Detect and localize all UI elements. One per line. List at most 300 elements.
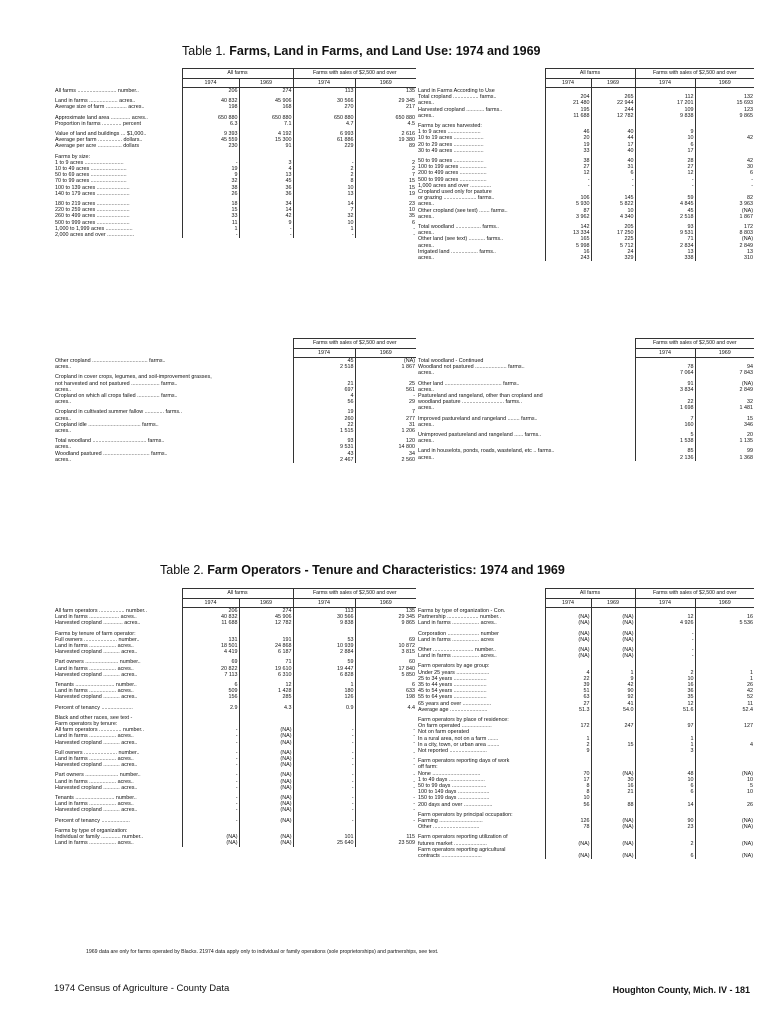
row-value: 69	[355, 637, 416, 643]
row-value: 165	[545, 236, 591, 242]
row-value: 32	[695, 399, 754, 405]
row-value: 6 993	[293, 131, 355, 137]
year-header-1: 1969	[695, 349, 754, 358]
row-label: acres..	[418, 201, 435, 208]
row-value: 5 536	[695, 620, 754, 626]
row-label: 10 to 49 acres ........................	[55, 166, 127, 173]
year-blank	[54, 599, 182, 608]
row-value: 32	[293, 213, 355, 219]
row-value: (NA)	[239, 801, 293, 807]
row-value: (NA)	[239, 834, 293, 840]
row-value: 11 688	[182, 620, 239, 626]
row-value: 90	[591, 688, 635, 694]
row-value: 22	[545, 676, 591, 682]
row-value: 633	[355, 688, 416, 694]
row-value: 9	[635, 129, 695, 135]
header-blank	[54, 339, 293, 349]
row-label: Other cropland (see text) ....... farms..	[418, 207, 508, 214]
row-label: 1 to 9 acres ......................	[418, 129, 481, 136]
row-value: 7 113	[182, 672, 239, 678]
row-value: -	[355, 756, 416, 762]
row-value: -	[355, 750, 416, 756]
row-value: 10	[695, 777, 754, 783]
year-header-3: 1969	[695, 79, 754, 88]
row-label: acres..	[418, 438, 435, 445]
row-value: 27	[545, 164, 591, 170]
row-value: 650 880	[293, 115, 355, 121]
row-value: (NA)	[591, 771, 635, 777]
row-label: 50 to 99 acres ....................	[418, 158, 484, 165]
row-label: 200 days and over ...................	[418, 801, 493, 808]
footer-left: 1974 Census of Agriculture - County Data	[54, 983, 230, 994]
row-label: Farms by tenure of farm operator:	[55, 630, 136, 637]
row-label: 1 to 49 days ........................	[418, 776, 485, 783]
row-value: 59	[635, 195, 695, 201]
row-label: Farms by size:	[55, 153, 91, 160]
header-all-farms: All farms	[182, 589, 293, 599]
row-label: acres..	[55, 364, 72, 371]
row-label: woodland pasture ............................ farms..	[418, 399, 522, 406]
row-value: 30	[695, 164, 754, 170]
row-value	[635, 88, 695, 95]
row-value: 35	[355, 213, 416, 219]
header-all-farms: All farms	[545, 69, 635, 79]
row-value: 17 250	[591, 230, 635, 236]
row-label: 1,000 acres and over ..............	[418, 182, 492, 189]
row-value: 10	[635, 777, 695, 783]
year-header-1: 1969	[591, 599, 635, 608]
row-value: 9	[182, 172, 239, 178]
row-value: 2 518	[293, 364, 355, 370]
row-value: 12	[635, 701, 695, 707]
row-value: 274	[239, 88, 293, 95]
row-label: 35 to 44 years ......................	[418, 682, 487, 689]
row-value: -	[182, 740, 239, 746]
row-label: Cropland in cultivated summer fallow ............. farms..	[55, 409, 183, 416]
row-value: 135	[355, 608, 416, 615]
year-blank	[417, 349, 635, 358]
row-value: 2 834	[635, 243, 695, 249]
row-value: 71	[239, 659, 293, 665]
row-label: Farm operators reporting agricultural	[418, 846, 506, 853]
row-value: 3 963	[695, 201, 754, 207]
row-label: Cropland used only for pasture	[418, 189, 492, 196]
row-value: 1 206	[355, 428, 416, 434]
row-value: (NA)	[239, 795, 293, 801]
row-value: 168	[239, 104, 293, 110]
t1-lower-right-row	[417, 455, 754, 461]
row-label: Pastureland and rangeland, other than cropland and	[418, 393, 543, 399]
row-label: Harvested cropland ............. acres..	[55, 620, 141, 627]
row-value: 206	[182, 88, 239, 95]
row-label: Partnership ..................... number..	[418, 614, 501, 621]
row-value: 45 906	[239, 614, 293, 620]
row-value: 1 368	[695, 455, 754, 461]
row-value: 9 865	[695, 113, 754, 119]
row-label: Land in farms .................. acres..	[55, 756, 134, 763]
row-label: All farm operators ............... number..	[55, 727, 144, 734]
row-label: 55 to 64 years ......................	[418, 694, 487, 701]
year-header-0: 1974	[635, 349, 695, 358]
row-value: 54.0	[591, 707, 635, 713]
row-value: (NA)	[355, 358, 416, 365]
row-label: Cropland idle ................................... farms..	[55, 421, 159, 428]
header-row	[54, 69, 416, 79]
row-label: Land in houselots, ponds, roads, wasteland, etc .. farms..	[418, 448, 555, 455]
year-header-2: 1974	[635, 79, 695, 88]
row-value: 13	[695, 249, 754, 255]
row-label: acres..	[418, 386, 435, 393]
row-value: 2	[293, 172, 355, 178]
table1-lower-right-panel	[417, 338, 754, 461]
row-value: 6	[695, 170, 754, 176]
row-value: 270	[293, 104, 355, 110]
row-value: 45	[293, 358, 355, 365]
row-label: 150 to 199 days .....................	[418, 795, 490, 802]
row-value: (NA)	[591, 620, 635, 626]
row-value: 10	[355, 207, 416, 213]
row-label: Average age .........................	[418, 706, 488, 713]
row-value: 42	[695, 135, 754, 141]
row-value: 1 698	[635, 405, 695, 411]
row-value: 87	[545, 208, 591, 214]
row-value: 19 380	[355, 137, 416, 143]
row-value: (NA)	[695, 824, 754, 830]
row-value: 1 481	[695, 405, 754, 411]
row-label: 180 to 219 acres ......................	[55, 201, 130, 208]
header-row	[417, 69, 754, 79]
row-value: -	[293, 750, 355, 756]
row-value: 88	[591, 802, 635, 808]
row-value: (NA)	[545, 620, 591, 626]
row-value: 15	[182, 207, 239, 213]
row-value: (NA)	[591, 841, 635, 847]
row-value: 69	[182, 659, 239, 665]
row-value: (NA)	[239, 840, 293, 846]
header-sales-farms: Farms with sales of $2,500 and over	[635, 339, 754, 349]
row-value: 1 867	[695, 214, 754, 220]
row-value: 10	[545, 795, 591, 801]
row-label: Harvested cropland ........... acres..	[55, 784, 138, 791]
row-label: Individual or family ............. number..	[55, 834, 144, 841]
row-value: 14	[293, 201, 355, 207]
year-blank	[417, 599, 545, 608]
row-value: (NA)	[695, 771, 754, 777]
row-value: 217	[355, 104, 416, 110]
row-value: -	[355, 727, 416, 733]
row-value: 26	[695, 682, 754, 688]
row-label: Proportion in farms ............. percent	[55, 120, 141, 127]
row-value: (NA)	[239, 762, 293, 768]
row-value: -	[355, 785, 416, 791]
row-value: 3 815	[355, 649, 416, 655]
row-value: 1	[635, 742, 695, 748]
row-value: 230	[182, 143, 239, 149]
row-value: 40 832	[182, 614, 239, 620]
table2-title-prefix: Table 2.	[160, 563, 204, 577]
row-value: 2 616	[355, 131, 416, 137]
row-value: 650 880	[355, 115, 416, 121]
row-label: Irrigated land .................. farms..	[418, 248, 496, 255]
row-value: 4	[239, 166, 293, 172]
row-label: Harvested cropland ........... acres..	[55, 739, 138, 746]
row-value: 346	[695, 422, 754, 428]
row-label: Harvested cropland ............ farms..	[418, 106, 503, 113]
table1-right-panel	[417, 68, 754, 261]
row-value: -	[293, 232, 355, 238]
row-value: 2.9	[182, 705, 239, 711]
row-value: -	[635, 631, 695, 637]
row-label: Average size of farm .............. acres..	[55, 104, 145, 111]
year-header-2: 1974	[293, 599, 355, 608]
row-value: 195	[545, 107, 591, 113]
row-value: 29	[355, 399, 416, 405]
table1-title	[182, 44, 540, 58]
row-value: 274	[239, 608, 293, 615]
row-value: 24 868	[239, 643, 293, 649]
row-label: 30 to 49 acres ....................	[418, 147, 484, 154]
year-header-0: 1974	[545, 599, 591, 608]
row-value: (NA)	[591, 614, 635, 620]
row-value: 24	[591, 249, 635, 255]
row-value: 561	[355, 387, 416, 393]
row-value: -	[293, 772, 355, 778]
year-header-2: 1974	[635, 599, 695, 608]
row-value: 17	[635, 148, 695, 154]
header-row	[54, 339, 416, 349]
table2-title	[160, 563, 565, 577]
row-label: acres..	[418, 112, 435, 119]
row-label: Other land (see text) ........... farms..	[418, 236, 504, 243]
row-label: Unimproved pastureland and rangeland ...... farms..	[418, 432, 542, 439]
row-label: acres..	[418, 454, 435, 461]
row-value: 21 480	[545, 100, 591, 106]
row-value: 6	[355, 220, 416, 226]
row-value: -	[355, 807, 416, 813]
row-label: Land in farms .................. acres..	[55, 840, 134, 847]
row-label: 65 years and over ...................	[418, 700, 492, 707]
t2-right-row	[417, 853, 754, 859]
row-value: 8	[293, 178, 355, 184]
row-label: Farm operators by age group:	[418, 663, 490, 670]
year-row	[54, 79, 416, 88]
row-value: -	[293, 160, 355, 166]
row-value: 6	[635, 142, 695, 148]
year-row	[54, 349, 416, 358]
row-value: (NA)	[239, 772, 293, 778]
header-sales-farms: Farms with sales of $2,500 and over	[293, 339, 416, 349]
row-label: acres..	[418, 242, 435, 249]
row-label: Not on farm operated	[418, 729, 469, 736]
table2-footnote: 1969 data are only for farms operated by Blacks. 21974 data apply only to individual or family operations (sole proprietorships) and partnerships, see text.	[86, 949, 439, 955]
row-value: 115	[355, 834, 416, 840]
row-value: 10	[695, 789, 754, 795]
row-value: 6 828	[293, 672, 355, 678]
row-value: 91	[239, 143, 293, 149]
row-value: 2 518	[635, 214, 695, 220]
row-value: 34	[355, 451, 416, 457]
t1-lower-right-row	[417, 358, 754, 365]
row-value: 10 939	[293, 643, 355, 649]
row-value: 94	[695, 364, 754, 370]
row-value: 1	[695, 676, 754, 682]
row-value: 5 930	[545, 201, 591, 207]
row-value: 5	[635, 432, 695, 438]
header-row	[417, 589, 754, 599]
row-value: 70	[545, 771, 591, 777]
row-value: 135	[355, 88, 416, 95]
row-value: -	[355, 772, 416, 778]
row-value: 33	[545, 148, 591, 154]
row-value: 12	[635, 614, 695, 620]
row-value	[545, 608, 591, 615]
row-label: Full owners ...................... number..	[55, 636, 140, 643]
row-value: -	[355, 779, 416, 785]
row-value: 2 560	[355, 457, 416, 463]
row-label: Improved pastureland and rangeland ........ farms..	[418, 415, 538, 422]
row-value: 0.9	[293, 705, 355, 711]
row-value: 225	[591, 236, 635, 242]
row-value: 15	[355, 185, 416, 191]
row-value: 126	[293, 694, 355, 700]
row-label: Land in Farms According to Use	[418, 87, 495, 94]
row-value: -	[355, 232, 416, 238]
row-value: 93	[293, 438, 355, 444]
row-value: (NA)	[545, 653, 591, 659]
row-label: contracts ...........................	[418, 853, 482, 860]
row-value: 3 834	[635, 387, 695, 393]
row-value: 191	[239, 637, 293, 643]
row-value: 2 136	[635, 455, 695, 461]
row-label: 50 to 69 acres ........................	[55, 172, 127, 179]
row-value: 14 800	[355, 444, 416, 450]
row-label: Tenants .......................... number..	[55, 795, 137, 802]
header-sales-farms: Farms with sales of $2,500 and over	[293, 69, 416, 79]
row-value: 205	[591, 224, 635, 230]
row-value: 56	[545, 802, 591, 808]
row-value: 60	[355, 659, 416, 665]
header-blank	[417, 589, 545, 599]
row-value: 4.7	[293, 121, 355, 127]
row-value: 6	[635, 783, 695, 789]
row-value: 6 187	[239, 649, 293, 655]
row-value: 21	[591, 789, 635, 795]
row-label: futures market ......................	[418, 840, 487, 847]
row-value: 1	[591, 670, 635, 676]
row-label: Average per acre ................ dollars	[55, 143, 140, 150]
row-label: Farms by type of organization - Con.	[418, 607, 506, 614]
row-label: Farms by type of organization:	[55, 827, 128, 834]
row-label: Farm operators by tenure:	[55, 721, 118, 728]
row-value: 27	[545, 701, 591, 707]
row-value: 132	[695, 94, 754, 100]
row-value: 38	[545, 158, 591, 164]
row-value: 4	[695, 742, 754, 748]
row-value: 21	[293, 381, 355, 387]
row-value: 52	[695, 694, 754, 700]
row-label: 10 to 19 acres ....................	[418, 135, 484, 142]
row-value: 17 201	[635, 100, 695, 106]
row-label: 45 to 54 years ......................	[418, 688, 487, 695]
row-value: 9	[591, 676, 635, 682]
row-value: (NA)	[695, 236, 754, 242]
row-value: 1 428	[239, 688, 293, 694]
row-value: 18 501	[182, 643, 239, 649]
row-label: Land in farms .................. acres..	[55, 688, 134, 695]
row-value: -	[355, 801, 416, 807]
row-value: 13	[635, 249, 695, 255]
row-value: -	[635, 653, 695, 659]
row-value: 17	[591, 142, 635, 148]
row-value: -	[635, 183, 695, 189]
row-value: 26	[695, 802, 754, 808]
row-value: 16	[635, 682, 695, 688]
row-value	[635, 358, 695, 365]
row-label: 500 to 999 acres ..................	[418, 176, 487, 183]
row-value: (NA)	[239, 807, 293, 813]
row-value: 43	[293, 451, 355, 457]
row-value: 13 334	[545, 230, 591, 236]
row-value: 7	[293, 207, 355, 213]
row-value: 172	[545, 723, 591, 729]
row-label: Black and other races, see text -	[55, 714, 133, 721]
row-value: 27	[635, 164, 695, 170]
row-value: 12 782	[239, 620, 293, 626]
row-value: 1	[182, 226, 239, 232]
row-label: acres..	[55, 456, 72, 463]
row-label: Land in farms .................. acres..	[418, 653, 497, 660]
row-value: -	[355, 818, 416, 824]
row-value: 89	[355, 143, 416, 149]
row-value: 2 884	[293, 649, 355, 655]
row-label: 20 to 29 acres ....................	[418, 141, 484, 148]
row-value: -	[182, 801, 239, 807]
row-value: 9 838	[635, 113, 695, 119]
row-value: 22	[293, 422, 355, 428]
year-blank	[417, 79, 545, 88]
row-value: 8 803	[695, 230, 754, 236]
row-label: 25 to 34 years ......................	[418, 675, 487, 682]
row-value: -	[591, 183, 635, 189]
row-label: Other ........................... number..	[418, 647, 496, 653]
header-blank	[417, 339, 635, 349]
t2-right-row	[417, 608, 754, 615]
year-header-1: 1969	[591, 79, 635, 88]
row-value: 42	[239, 213, 293, 219]
row-value: 45	[635, 208, 695, 214]
row-value: -	[182, 733, 239, 739]
row-value: 9 531	[635, 230, 695, 236]
row-value: -	[182, 779, 239, 785]
row-value: -	[182, 750, 239, 756]
row-label: Land in farms .................. acres..	[55, 643, 134, 650]
row-value: -	[545, 177, 591, 183]
row-value	[591, 608, 635, 615]
row-value: -	[545, 183, 591, 189]
row-value: 4 192	[239, 131, 293, 137]
row-value: (NA)	[545, 853, 591, 859]
row-value: 97	[635, 723, 695, 729]
row-value: (NA)	[239, 785, 293, 791]
row-value: 36	[239, 191, 293, 197]
row-value: 2 849	[695, 387, 754, 393]
row-value: 16	[695, 614, 754, 620]
row-value: (NA)	[591, 824, 635, 830]
row-value: 11 688	[545, 113, 591, 119]
row-value: -	[293, 756, 355, 762]
row-value: -	[182, 772, 239, 778]
row-value: (NA)	[695, 381, 754, 387]
